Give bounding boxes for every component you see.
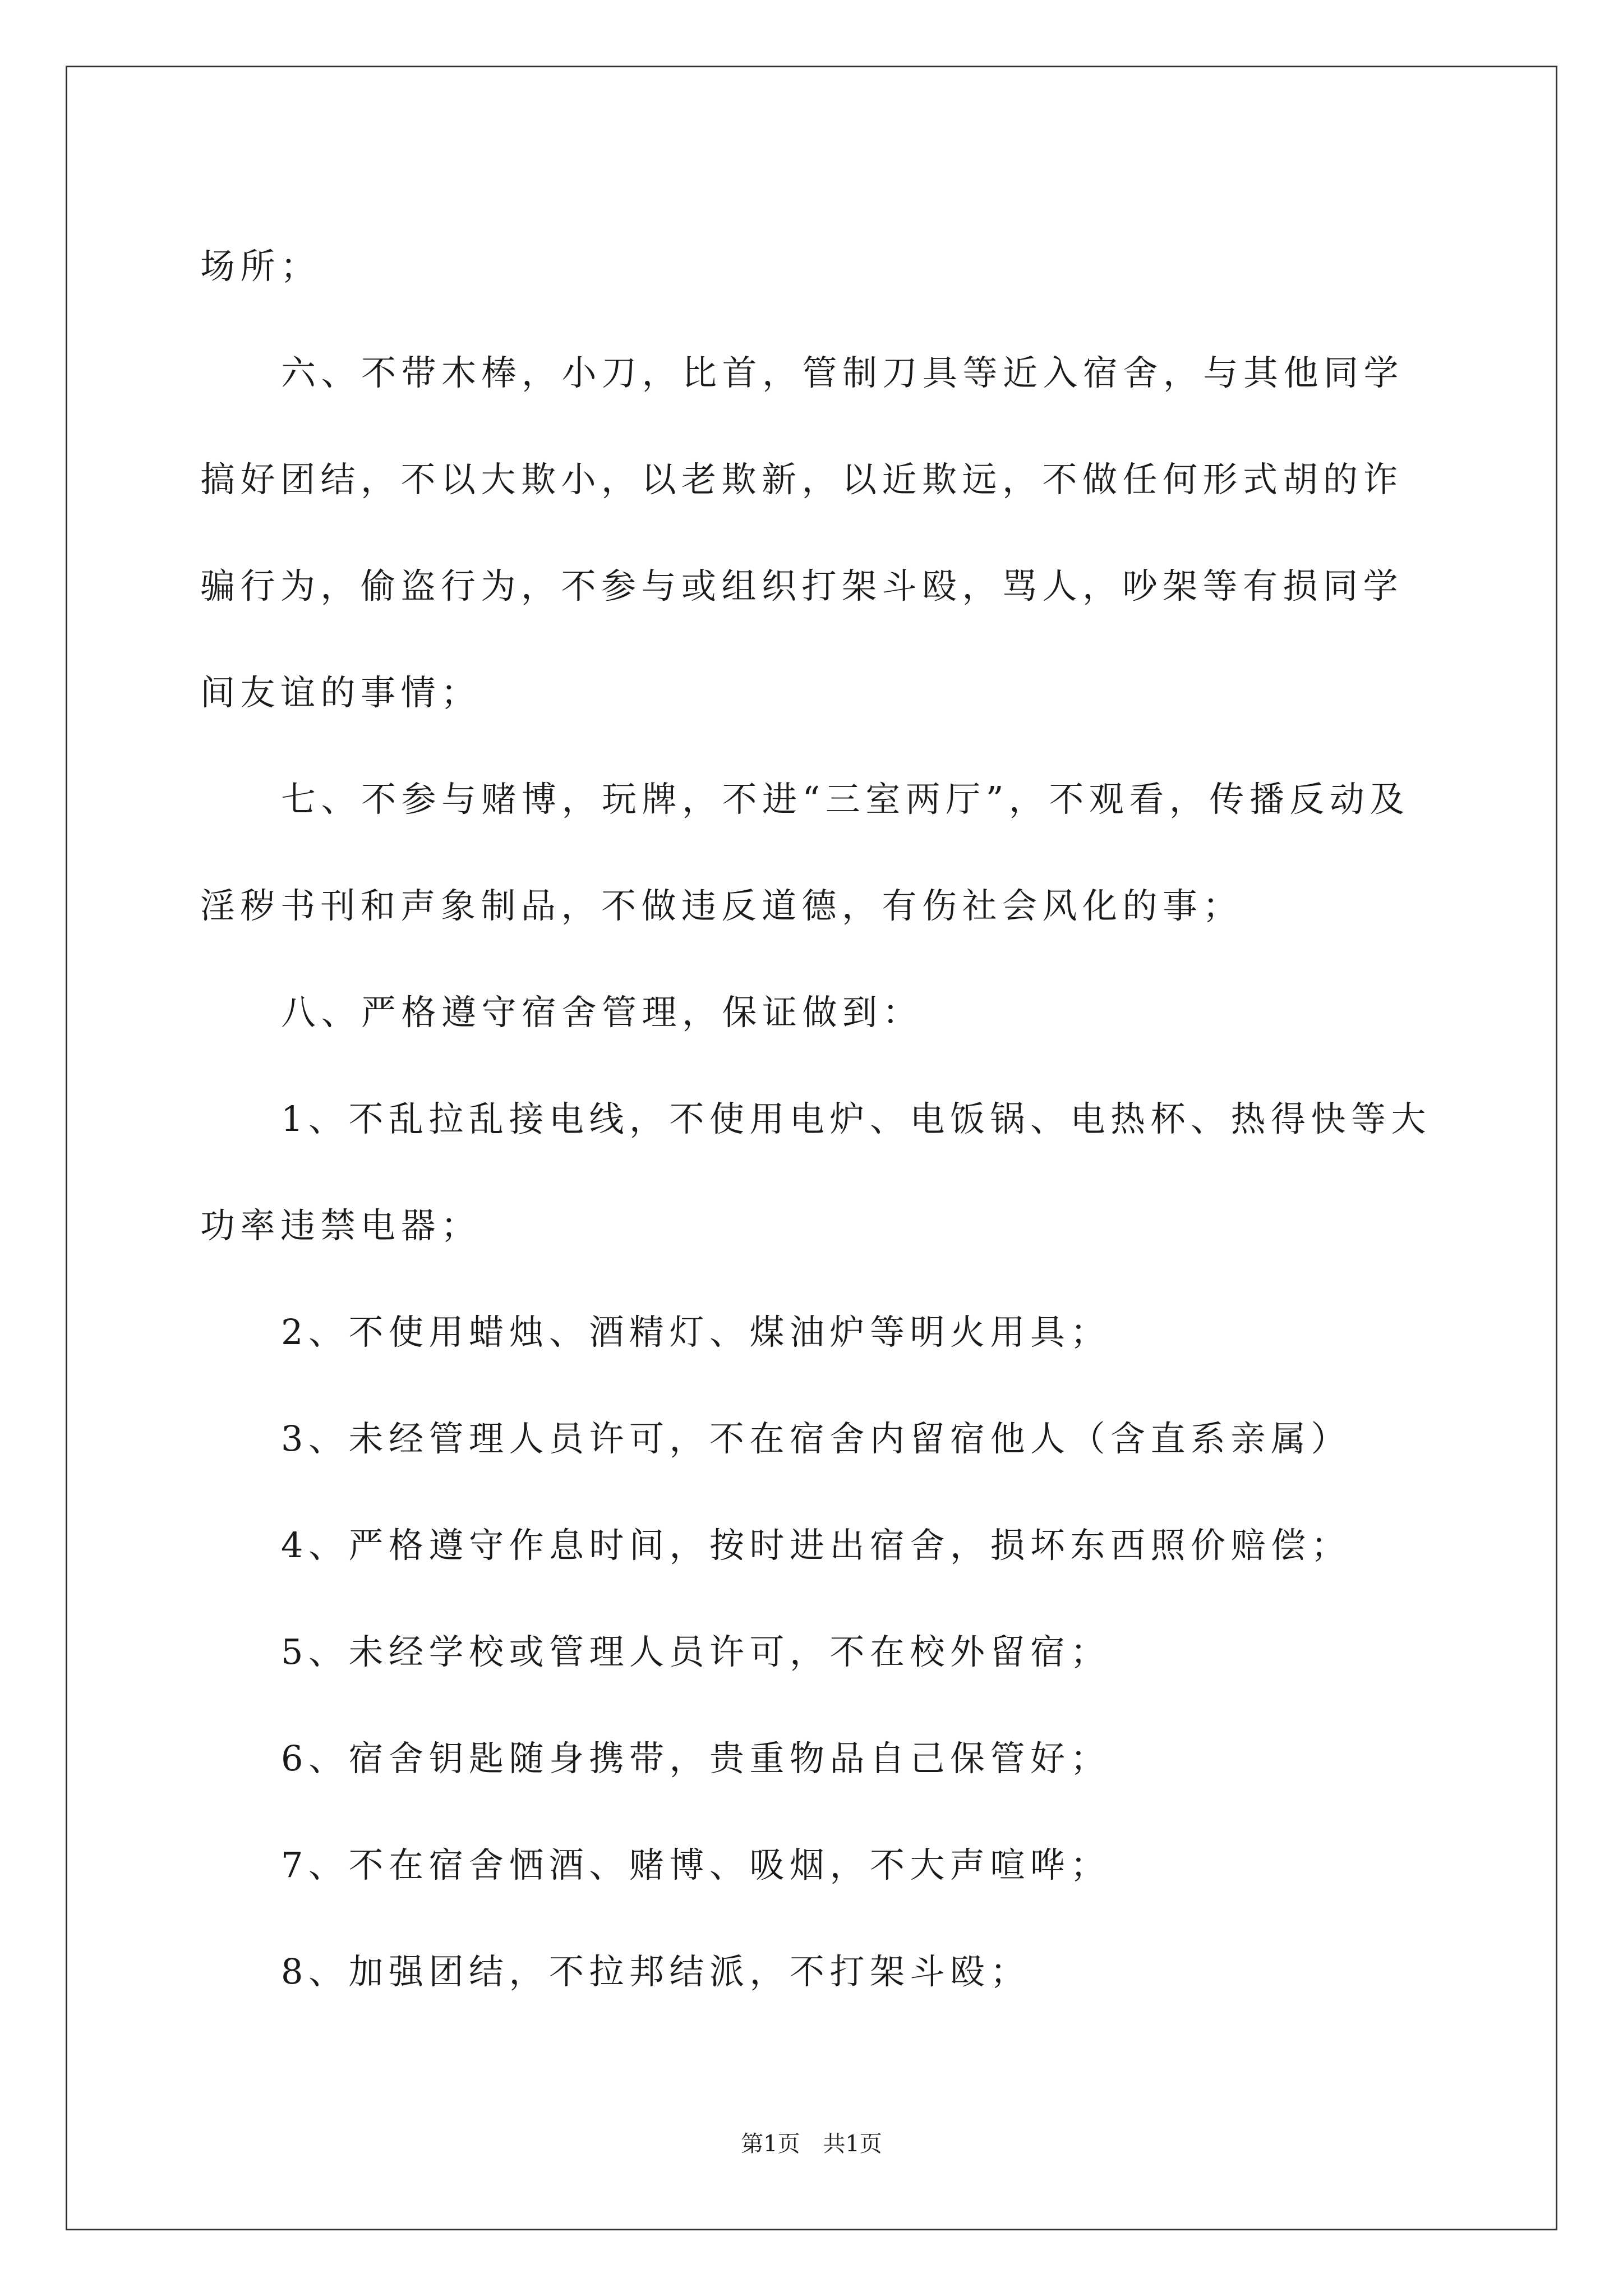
text-line: 间友谊的事情；	[200, 672, 481, 713]
text-line: 3、未经管理人员许可，不在宿舍内留宿他人（含直系亲属）	[281, 1418, 1351, 1459]
text-line: 7、不在宿舍恓酒、赌博、吸烟，不大声喧哗；	[281, 1844, 1110, 1885]
document-body	[200, 213, 1434, 2025]
page-footer	[0, 2126, 1623, 2158]
text-line: 搞好团结，不以大欺小，以老欺新，以近欺远，不做任何形式胡的诈	[200, 459, 1404, 500]
text-line: 七、不参与赌博，玩牌，不进“三室两厅”，不观看，传播反动及	[281, 779, 1410, 820]
text-line: 8、加强团结，不拉邦结派，不打架斗殴；	[281, 1951, 1030, 1992]
text-line: 八、严格遵守宿舍管理，保证做到：	[281, 992, 923, 1033]
text-line: 4、严格遵守作息时间，按时进出宿舍，损坏东西照价赔偿；	[281, 1525, 1351, 1566]
page-number: 第1页	[741, 2131, 800, 2157]
text-line: 功率违禁电器；	[200, 1205, 481, 1246]
text-line: 2、不使用蜡烛、酒精灯、煤油炉等明火用具；	[281, 1312, 1110, 1352]
text-line: 1、不乱拉乱接电线，不使用电炉、电饭锅、电热杯、热得快等大	[281, 1098, 1431, 1139]
text-line: 淫秽书刊和声象制品，不做违反道德，有伤社会风化的事；	[200, 885, 1243, 926]
text-line: 场所；	[200, 246, 321, 287]
text-line: 5、未经学校或管理人员许可，不在校外留宿；	[281, 1631, 1110, 1672]
text-line: 骗行为，偷盗行为，不参与或组织打架斗殴，骂人，吵架等有损同学	[200, 565, 1404, 606]
page-total: 共1页	[823, 2131, 882, 2157]
text-line: 六、不带木棒，小刀，比首，管制刀具等近入宿舍，与其他同学	[281, 352, 1404, 393]
text-line: 6、宿舍钥匙随身携带，贵重物品自己保管好；	[281, 1738, 1110, 1779]
